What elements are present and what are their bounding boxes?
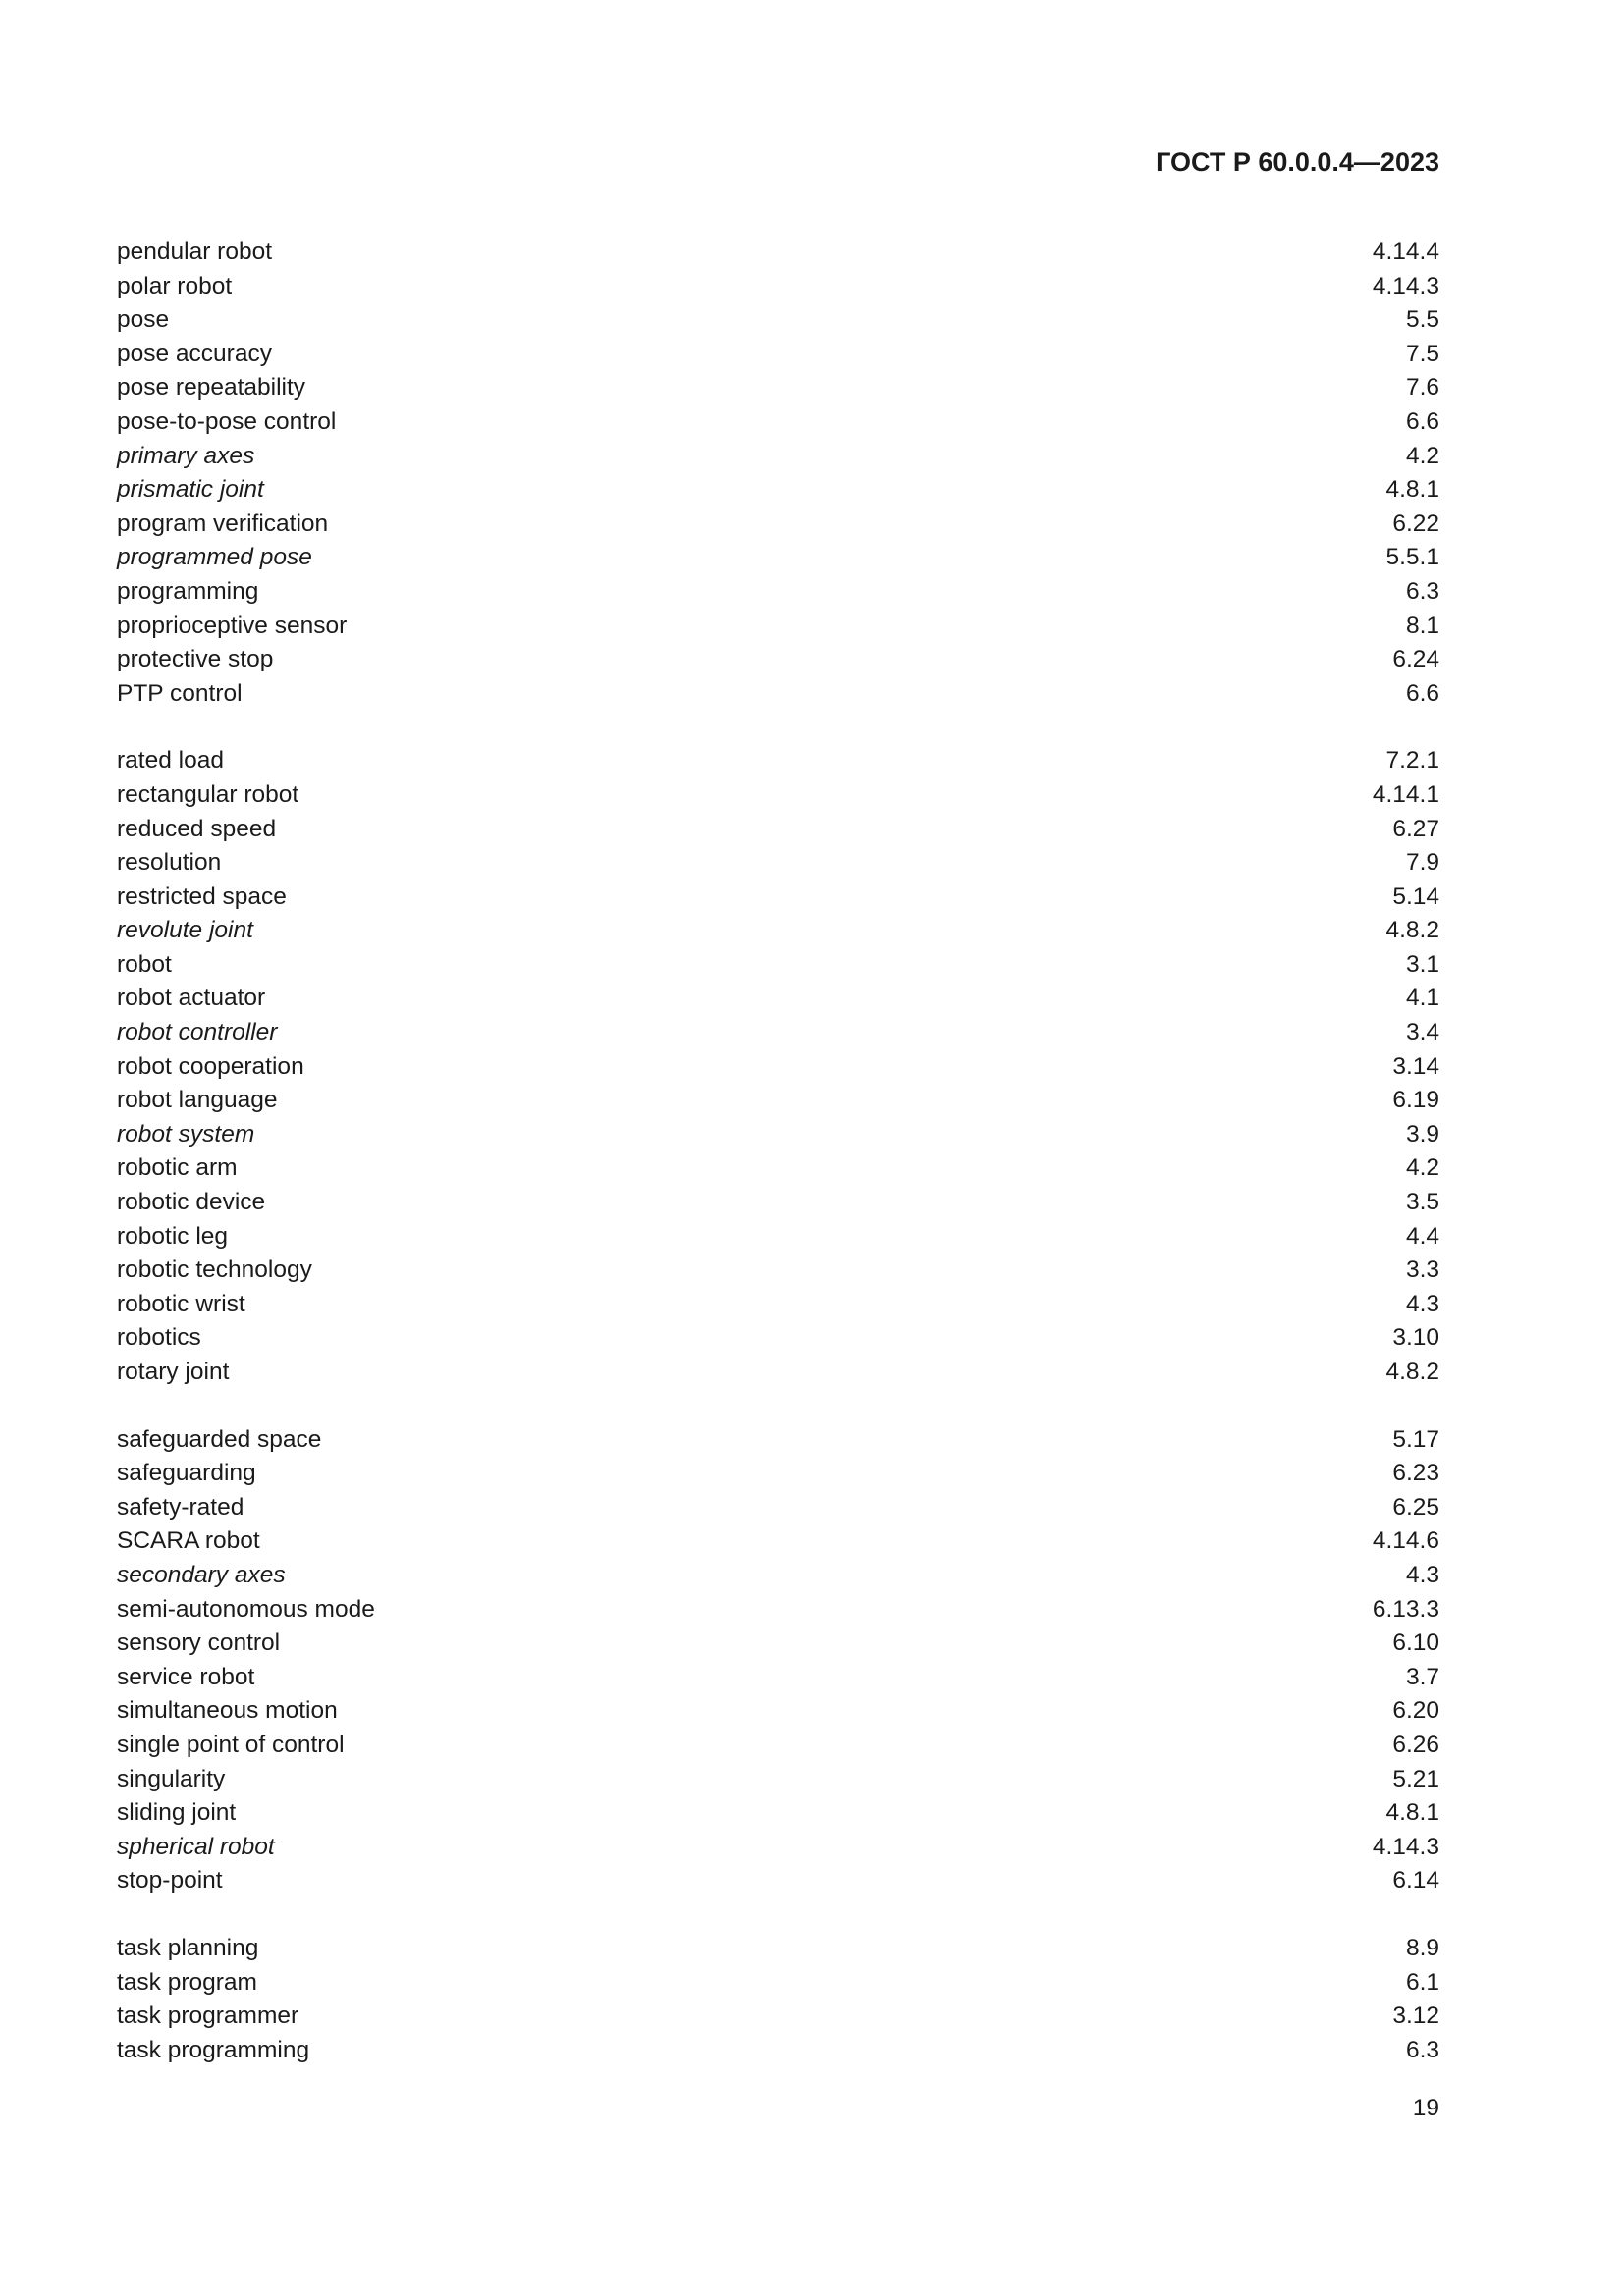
index-reference: 6.6 [1405, 407, 1439, 435]
index-term: robot controller [117, 1019, 278, 1046]
index-reference: 3.14 [1392, 1052, 1439, 1080]
index-reference: 7.5 [1405, 340, 1439, 367]
index-reference: 4.14.6 [1372, 1527, 1439, 1555]
index-term: protective stop [117, 646, 274, 673]
index-reference: 8.1 [1405, 612, 1439, 639]
index-reference: 4.14.3 [1372, 1833, 1439, 1860]
index-reference: 7.6 [1405, 374, 1439, 401]
index-entry [117, 270, 1439, 304]
term-index [117, 236, 1439, 2101]
index-term: resolution [117, 849, 222, 877]
index-reference: 3.5 [1405, 1189, 1439, 1216]
index-reference: 6.13.3 [1372, 1595, 1439, 1623]
index-entry [117, 643, 1439, 677]
index-entry [117, 813, 1439, 847]
index-reference: 4.14.4 [1372, 239, 1439, 265]
index-term: robot [117, 950, 172, 978]
index-entry [117, 507, 1439, 542]
index-entry [117, 1423, 1439, 1458]
index-entry [117, 1356, 1439, 1390]
index-reference: 6.14 [1392, 1867, 1439, 1895]
index-entry [117, 1118, 1439, 1152]
index-reference: 5.5.1 [1385, 544, 1439, 571]
index-term: singularity [117, 1765, 226, 1792]
index-reference: 5.5 [1405, 306, 1439, 334]
document-code: ГОСТ Р 60.0.0.4—2023 [1156, 147, 1439, 177]
index-reference: 3.9 [1405, 1120, 1439, 1148]
index-reference: 7.9 [1405, 849, 1439, 877]
index-term: task planning [117, 1934, 259, 1961]
index-term: program verification [117, 509, 329, 537]
index-reference: 5.17 [1392, 1425, 1439, 1453]
index-entry [117, 1220, 1439, 1255]
index-term: reduced speed [117, 815, 277, 842]
index-reference: 6.3 [1405, 577, 1439, 605]
index-term: robotic arm [117, 1154, 238, 1182]
index-entry [117, 440, 1439, 474]
index-reference: 6.10 [1392, 1629, 1439, 1657]
index-entry [117, 1151, 1439, 1186]
index-term: rated load [117, 747, 224, 774]
index-term: prismatic joint [117, 476, 264, 504]
index-reference: 6.3 [1405, 2036, 1439, 2063]
index-term: primary axes [117, 442, 255, 469]
index-reference: 4.8.1 [1385, 1799, 1439, 1827]
index-term: task programming [117, 2036, 310, 2063]
index-reference: 7.2.1 [1385, 747, 1439, 774]
index-entry [117, 1593, 1439, 1628]
index-entry [117, 1254, 1439, 1288]
index-entry [117, 677, 1439, 712]
index-term: robot language [117, 1087, 278, 1114]
index-term: polar robot [117, 272, 233, 299]
index-entry [117, 846, 1439, 881]
index-reference: 4.8.2 [1385, 917, 1439, 944]
index-entry [117, 541, 1439, 575]
index-reference: 4.3 [1405, 1561, 1439, 1588]
index-reference: 5.21 [1392, 1765, 1439, 1792]
index-entry [117, 2000, 1439, 2034]
index-term: programmed pose [117, 544, 312, 571]
index-entry [117, 1864, 1439, 1898]
index-entry [117, 1694, 1439, 1729]
index-reference: 5.14 [1392, 882, 1439, 910]
index-reference: 4.8.2 [1385, 1359, 1439, 1385]
index-term: task programmer [117, 2002, 299, 2030]
index-entry [117, 473, 1439, 507]
index-entry [117, 1627, 1439, 1661]
index-term: SCARA robot [117, 1527, 260, 1555]
index-reference: 4.2 [1405, 442, 1439, 469]
index-term: secondary axes [117, 1561, 286, 1588]
index-entry [117, 1457, 1439, 1491]
index-entry [117, 1321, 1439, 1356]
index-reference: 4.1 [1405, 985, 1439, 1012]
index-reference: 4.14.1 [1372, 780, 1439, 808]
index-entry [117, 2034, 1439, 2068]
index-reference: 3.1 [1405, 950, 1439, 978]
index-reference: 6.20 [1392, 1697, 1439, 1725]
index-reference: 4.3 [1405, 1290, 1439, 1317]
index-term: spherical robot [117, 1833, 275, 1860]
index-reference: 8.9 [1405, 1934, 1439, 1961]
index-reference: 3.12 [1392, 2002, 1439, 2030]
index-reference: 6.23 [1392, 1460, 1439, 1487]
index-group [117, 1932, 1439, 2067]
index-term: pendular robot [117, 239, 273, 265]
index-term: safeguarding [117, 1460, 256, 1487]
index-term: sensory control [117, 1629, 281, 1657]
index-term: rotary joint [117, 1359, 230, 1385]
index-reference: 6.19 [1392, 1087, 1439, 1114]
index-term: sliding joint [117, 1799, 237, 1827]
index-entry [117, 1729, 1439, 1763]
index-reference: 6.26 [1392, 1731, 1439, 1758]
index-term: pose [117, 306, 170, 334]
index-term: service robot [117, 1663, 255, 1690]
index-reference: 6.6 [1405, 679, 1439, 707]
index-reference: 3.3 [1405, 1256, 1439, 1284]
index-term: task program [117, 1968, 257, 1996]
index-term: pose repeatability [117, 374, 306, 401]
index-term: safety-rated [117, 1493, 244, 1521]
index-reference: 6.27 [1392, 815, 1439, 842]
index-entry [117, 303, 1439, 338]
index-reference: 4.2 [1405, 1154, 1439, 1182]
index-term: robotic wrist [117, 1290, 245, 1317]
page-number: 19 [1412, 2095, 1439, 2121]
index-reference: 6.24 [1392, 646, 1439, 673]
index-entry [117, 1491, 1439, 1525]
index-term: simultaneous motion [117, 1697, 338, 1725]
index-reference: 6.25 [1392, 1493, 1439, 1521]
index-reference: 6.22 [1392, 509, 1439, 537]
index-term: robotic technology [117, 1256, 312, 1284]
index-term: stop-point [117, 1867, 223, 1895]
index-term: robot system [117, 1120, 255, 1148]
index-entry [117, 1050, 1439, 1085]
index-term: PTP control [117, 679, 243, 707]
index-entry [117, 1524, 1439, 1559]
index-term: semi-autonomous mode [117, 1595, 375, 1623]
index-term: robot actuator [117, 985, 266, 1012]
index-entry [117, 1288, 1439, 1322]
index-term: robot cooperation [117, 1052, 304, 1080]
index-term: proprioceptive sensor [117, 612, 348, 639]
index-term: single point of control [117, 1731, 345, 1758]
index-reference: 3.7 [1405, 1663, 1439, 1690]
index-entry [117, 1831, 1439, 1865]
index-entry [117, 338, 1439, 372]
index-term: programming [117, 577, 259, 605]
index-entry [117, 1932, 1439, 1966]
index-entry [117, 778, 1439, 813]
index-entry [117, 610, 1439, 644]
index-term: rectangular robot [117, 780, 299, 808]
index-entry [117, 881, 1439, 915]
index-reference: 4.4 [1405, 1222, 1439, 1250]
index-entry [117, 744, 1439, 778]
index-entry [117, 575, 1439, 610]
index-entry [117, 914, 1439, 948]
index-reference: 4.8.1 [1385, 476, 1439, 504]
index-entry [117, 371, 1439, 405]
index-term: restricted space [117, 882, 287, 910]
index-entry [117, 1796, 1439, 1831]
index-term: pose accuracy [117, 340, 272, 367]
index-entry [117, 948, 1439, 983]
index-entry [117, 1559, 1439, 1593]
index-term: safeguarded space [117, 1425, 322, 1453]
index-entry [117, 1661, 1439, 1695]
index-term: pose-to-pose control [117, 407, 337, 435]
index-term: robotic device [117, 1189, 266, 1216]
index-term: robotic leg [117, 1222, 229, 1250]
index-group [117, 236, 1439, 711]
index-reference: 3.4 [1405, 1019, 1439, 1046]
index-entry [117, 1763, 1439, 1797]
index-reference: 6.1 [1405, 1968, 1439, 1996]
index-entry [117, 405, 1439, 440]
index-entry [117, 1966, 1439, 2001]
index-term: robotics [117, 1324, 201, 1352]
index-entry [117, 1016, 1439, 1050]
index-group [117, 744, 1439, 1389]
index-group [117, 1423, 1439, 1898]
index-entry [117, 236, 1439, 270]
index-term: revolute joint [117, 917, 253, 944]
index-entry [117, 1084, 1439, 1118]
index-entry [117, 1186, 1439, 1220]
index-reference: 4.14.3 [1372, 272, 1439, 299]
index-reference: 3.10 [1392, 1324, 1439, 1352]
index-entry [117, 982, 1439, 1016]
